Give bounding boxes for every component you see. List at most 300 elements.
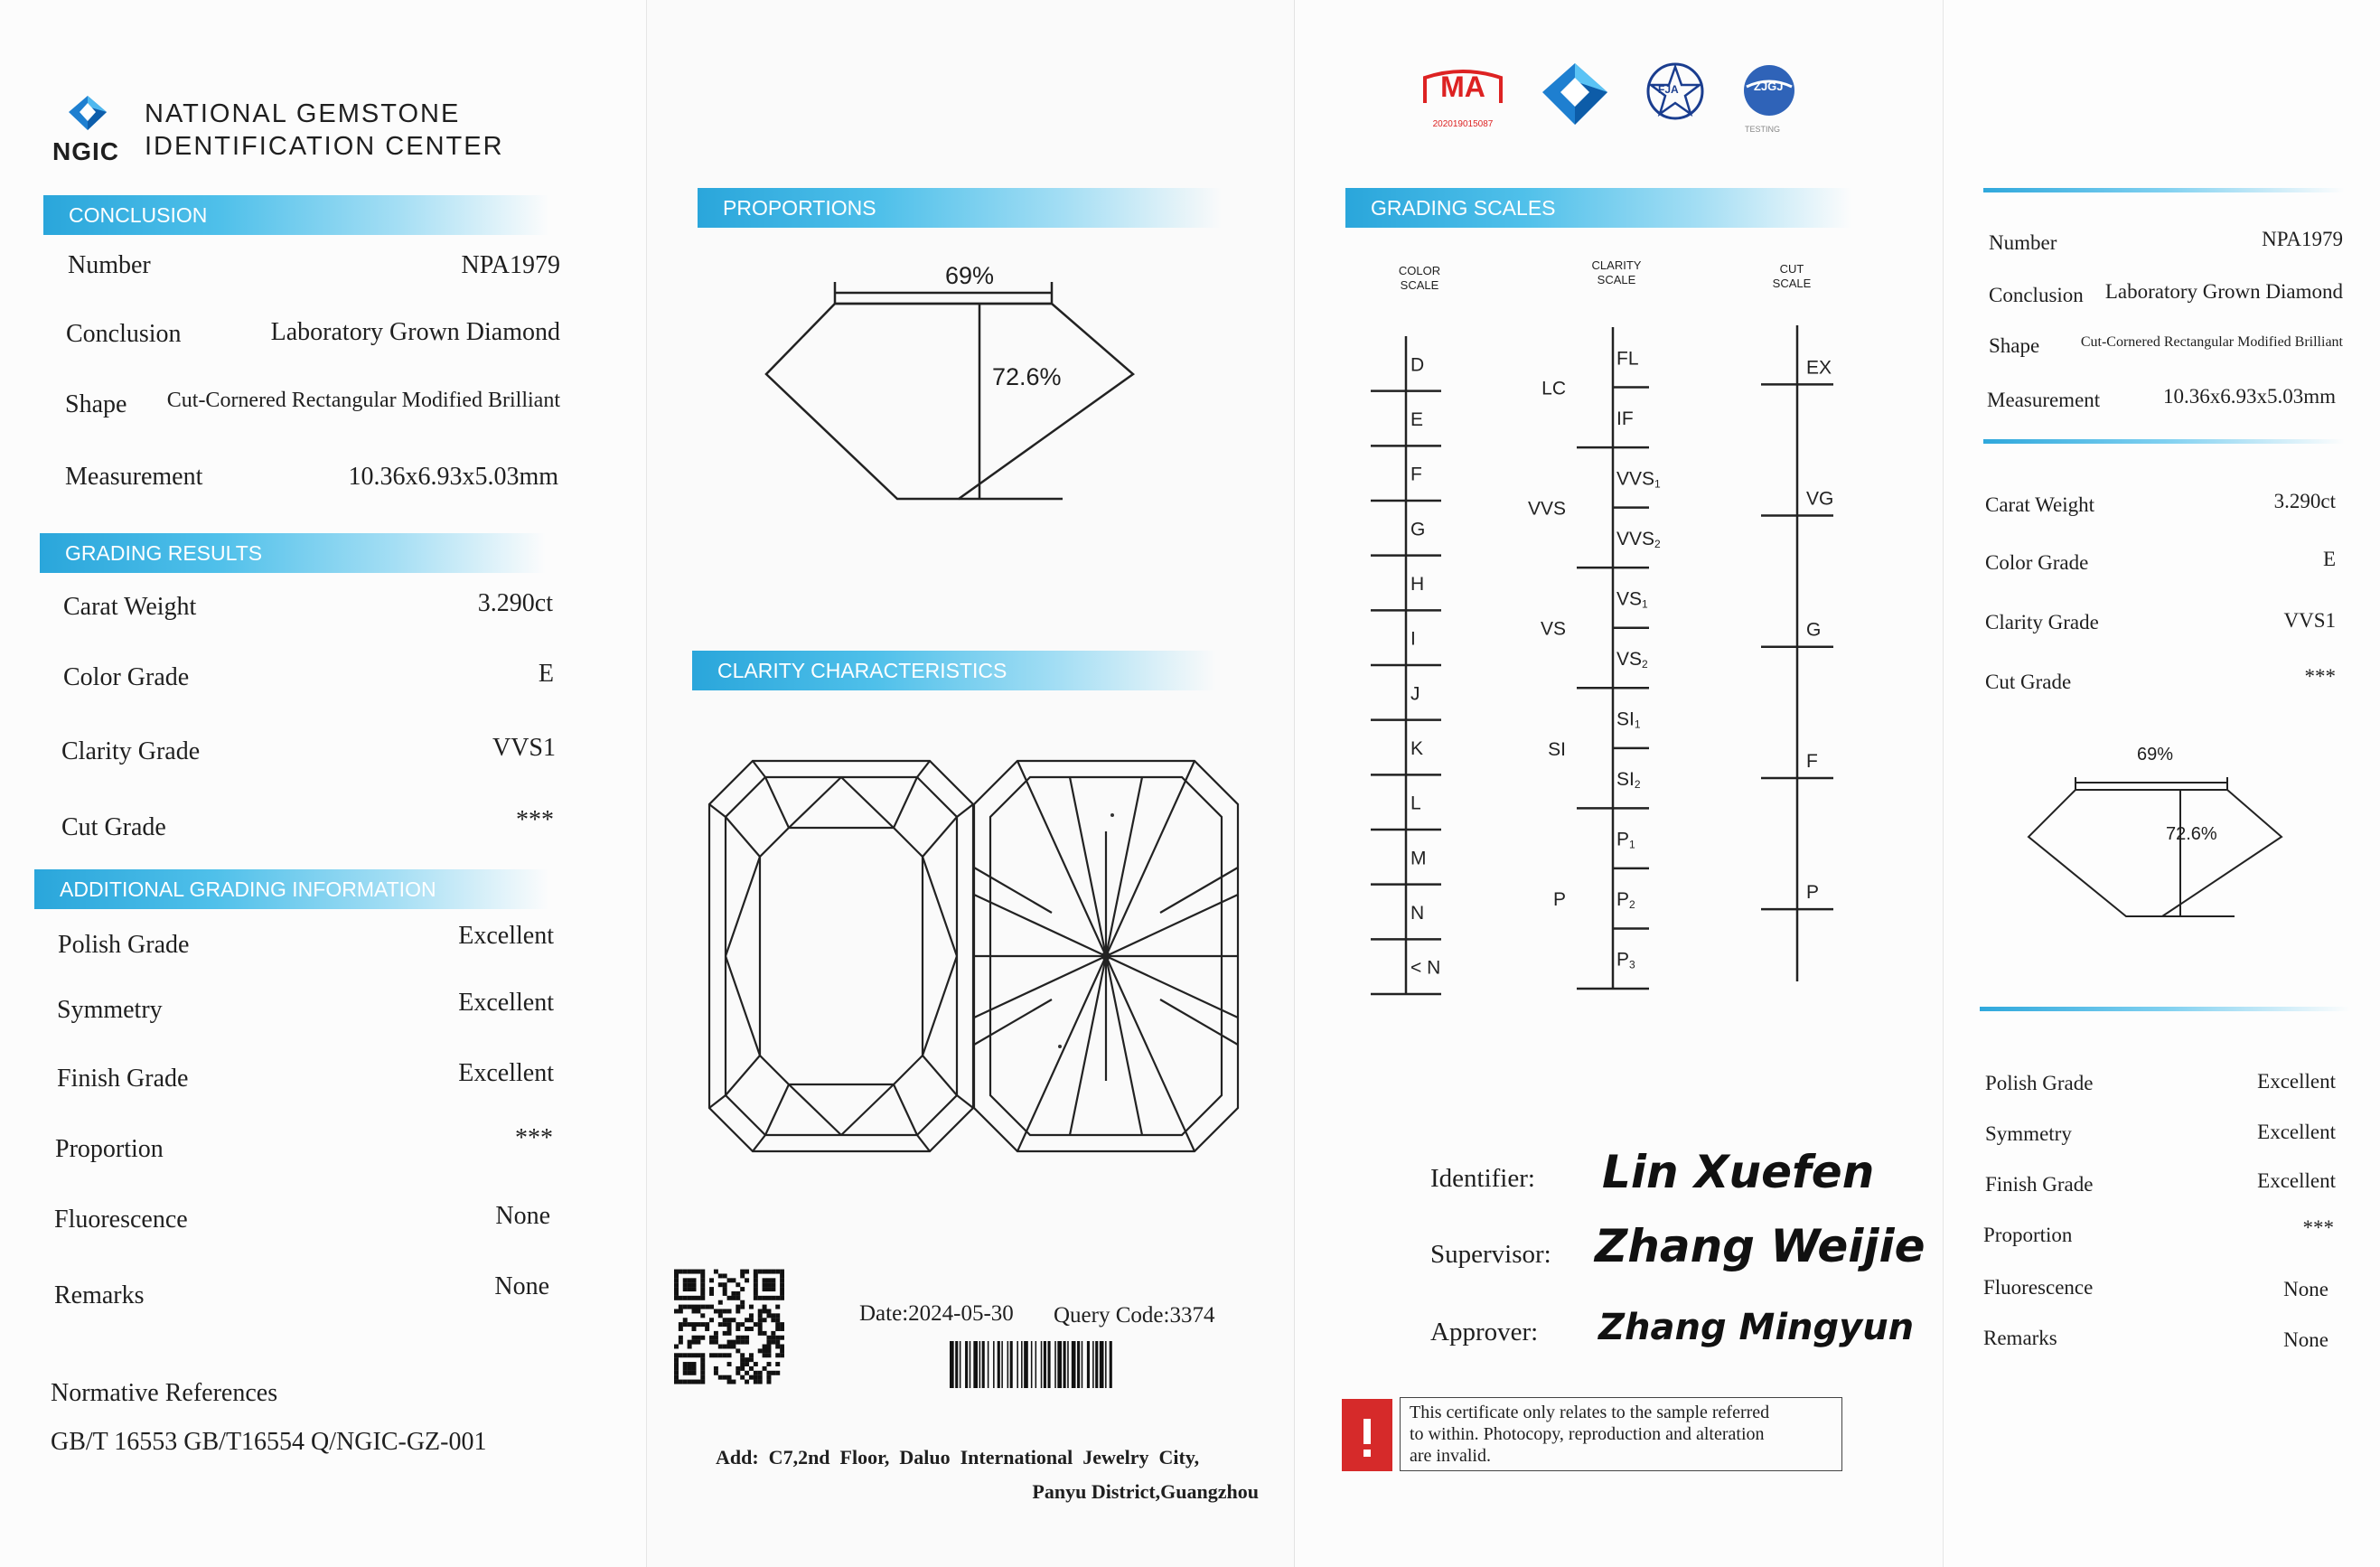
summary-divider-2 bbox=[1983, 439, 2345, 444]
qr-module bbox=[696, 1380, 700, 1384]
qr-module bbox=[718, 1353, 723, 1357]
summary-polish-grade-value: Excellent bbox=[2257, 1070, 2336, 1093]
qr-module bbox=[740, 1357, 745, 1362]
qr-module bbox=[700, 1353, 705, 1357]
cut-grade-label: VG bbox=[1806, 488, 1834, 510]
barcode-bar bbox=[1077, 1341, 1080, 1388]
qr-module bbox=[723, 1291, 727, 1296]
supervisor-label: Supervisor: bbox=[1430, 1240, 1551, 1269]
qr-module bbox=[723, 1331, 727, 1336]
qr-module bbox=[758, 1327, 763, 1331]
barcode-bar bbox=[998, 1341, 1000, 1388]
summary-symmetry-label: Symmetry bbox=[1985, 1122, 2072, 1145]
qr-module bbox=[718, 1313, 723, 1318]
summary-measurement-value: 10.36x6.93x5.03mm bbox=[2162, 385, 2336, 408]
qr-module bbox=[740, 1270, 745, 1274]
proportions-header: PROPORTIONS bbox=[698, 188, 1222, 228]
qr-module bbox=[763, 1353, 767, 1357]
qr-module bbox=[705, 1327, 709, 1331]
color-grade-label: J bbox=[1410, 683, 1420, 705]
color-grade-label: L bbox=[1410, 793, 1421, 814]
qr-module bbox=[683, 1366, 688, 1371]
summary-fluorescence-value: None bbox=[2283, 1278, 2328, 1300]
barcode-bar bbox=[1095, 1341, 1098, 1388]
qr-module bbox=[740, 1273, 745, 1278]
qr-module bbox=[688, 1296, 692, 1300]
summary-conclusion-value: Laboratory Grown Diamond bbox=[2104, 280, 2343, 303]
qr-module bbox=[766, 1362, 771, 1366]
qr-module bbox=[763, 1331, 767, 1336]
qr-module bbox=[692, 1309, 697, 1313]
qr-module bbox=[692, 1380, 697, 1384]
symmetry-value: Excellent bbox=[458, 989, 554, 1017]
qr-module bbox=[745, 1270, 749, 1274]
qr-module bbox=[771, 1278, 775, 1282]
qr-module bbox=[714, 1336, 718, 1340]
qr-module bbox=[736, 1340, 740, 1345]
fluorescence-value: None bbox=[495, 1202, 550, 1230]
qr-module bbox=[771, 1270, 775, 1274]
notice-line2: to within. Photocopy, reproduction and alteration bbox=[1410, 1424, 1765, 1444]
qr-module bbox=[718, 1282, 723, 1287]
barcode-bar bbox=[1035, 1341, 1037, 1388]
qr-module bbox=[736, 1322, 740, 1327]
qr-module bbox=[766, 1348, 771, 1353]
qr-module bbox=[775, 1345, 780, 1349]
qr-module bbox=[775, 1336, 780, 1340]
qr-module bbox=[758, 1348, 763, 1353]
qr-module bbox=[679, 1305, 683, 1309]
warning-badge bbox=[1342, 1399, 1392, 1471]
barcode-bar bbox=[1007, 1341, 1009, 1388]
qr-module bbox=[771, 1371, 775, 1375]
crown-view-diagram bbox=[706, 759, 977, 1153]
qr-module bbox=[709, 1291, 714, 1296]
carat-weight-value: 3.290ct bbox=[477, 589, 553, 617]
qr-module bbox=[754, 1296, 758, 1300]
qr-module bbox=[679, 1270, 683, 1274]
qr-module bbox=[727, 1278, 732, 1282]
qr-module bbox=[679, 1322, 683, 1327]
approver-label: Approver: bbox=[1430, 1318, 1539, 1346]
finish-grade-value: Excellent bbox=[458, 1059, 554, 1087]
proportions-diagram bbox=[764, 262, 1144, 524]
qr-module bbox=[688, 1278, 692, 1282]
qr-module bbox=[700, 1362, 705, 1366]
qr-module bbox=[723, 1273, 727, 1278]
qr-module bbox=[692, 1340, 697, 1345]
qr-module bbox=[763, 1309, 767, 1313]
cut-grade-value: *** bbox=[516, 806, 554, 834]
clarity-group-label: LC bbox=[1541, 378, 1566, 399]
qr-module bbox=[731, 1345, 736, 1349]
barcode-bar bbox=[1072, 1341, 1076, 1388]
qr-module bbox=[679, 1309, 683, 1313]
summary-conclusion-label: Conclusion bbox=[1989, 284, 2084, 306]
qr-module bbox=[754, 1375, 758, 1380]
qr-module bbox=[723, 1282, 727, 1287]
qr-module bbox=[754, 1380, 758, 1384]
qr-module bbox=[775, 1313, 780, 1318]
qr-module bbox=[688, 1340, 692, 1345]
identifier-signature: Lin Xuefen bbox=[1602, 1146, 1875, 1198]
qr-module bbox=[674, 1278, 679, 1282]
qr-module bbox=[780, 1336, 784, 1340]
qr-module bbox=[700, 1336, 705, 1340]
measurement-label: Measurement bbox=[65, 463, 203, 491]
qr-module bbox=[714, 1340, 718, 1345]
qr-module bbox=[745, 1357, 749, 1362]
qr-module bbox=[692, 1371, 697, 1375]
qr-module bbox=[763, 1318, 767, 1322]
qr-module bbox=[683, 1287, 688, 1291]
qr-module bbox=[758, 1318, 763, 1322]
qr-module bbox=[705, 1322, 709, 1327]
qr-module bbox=[780, 1287, 784, 1291]
summary-color-grade-label: Color Grade bbox=[1985, 551, 2089, 574]
qr-module bbox=[766, 1340, 771, 1345]
zjgj-text: ZJGJ bbox=[1754, 80, 1784, 93]
qr-module bbox=[780, 1291, 784, 1296]
color-grade-label: I bbox=[1410, 628, 1416, 650]
qr-module bbox=[692, 1282, 697, 1287]
barcode-bar bbox=[970, 1341, 971, 1388]
summary-proportion-value: *** bbox=[2302, 1216, 2334, 1239]
qr-module bbox=[754, 1273, 758, 1278]
normative-references-list: GB/T 16553 GB/T16554 Q/NGIC-GZ-001 bbox=[51, 1428, 487, 1456]
qr-module bbox=[736, 1336, 740, 1340]
qr-module bbox=[745, 1278, 749, 1282]
qr-module bbox=[763, 1270, 767, 1274]
barcode-bar bbox=[1010, 1341, 1013, 1388]
qr-module bbox=[696, 1309, 700, 1313]
qr-module bbox=[780, 1348, 784, 1353]
qr-module bbox=[723, 1353, 727, 1357]
qr-module bbox=[780, 1345, 784, 1349]
qr-module bbox=[683, 1305, 688, 1309]
qr-module bbox=[771, 1336, 775, 1340]
qr-module bbox=[780, 1270, 784, 1274]
qr-module bbox=[700, 1322, 705, 1327]
testing-text: TESTING bbox=[1745, 125, 1781, 134]
proportions-panel bbox=[646, 0, 1295, 1567]
qr-module bbox=[709, 1305, 714, 1309]
qr-module bbox=[692, 1327, 697, 1331]
qr-module bbox=[674, 1291, 679, 1296]
qr-module bbox=[727, 1345, 732, 1349]
number-label: Number bbox=[68, 251, 151, 279]
qr-module bbox=[740, 1300, 745, 1305]
qr-module bbox=[775, 1327, 780, 1331]
notice-line1: This certificate only relates to the sample referred bbox=[1410, 1403, 1770, 1422]
cut-grade-label: Cut Grade bbox=[61, 813, 166, 841]
qr-module bbox=[758, 1313, 763, 1318]
grading-scales-chart bbox=[1295, 0, 1944, 1012]
qr-module bbox=[736, 1309, 740, 1313]
clarity-scale-title: CLARITY SCALE bbox=[1591, 258, 1642, 286]
barcode-bar bbox=[955, 1341, 958, 1388]
qr-module bbox=[688, 1270, 692, 1274]
barcode-bar bbox=[950, 1341, 954, 1388]
qr-module bbox=[754, 1291, 758, 1296]
summary-carat-weight-label: Carat Weight bbox=[1985, 493, 2094, 516]
summary-cut-grade-value: *** bbox=[2304, 665, 2336, 688]
qr-module bbox=[674, 1273, 679, 1278]
barcode-bar bbox=[1054, 1341, 1056, 1388]
pavilion-view-diagram bbox=[970, 759, 1242, 1153]
qr-module bbox=[679, 1327, 683, 1331]
barcode-bar bbox=[1021, 1341, 1023, 1388]
polish-grade-value: Excellent bbox=[458, 922, 554, 950]
qr-module bbox=[775, 1353, 780, 1357]
qr-module bbox=[688, 1322, 692, 1327]
qr-module bbox=[745, 1336, 749, 1340]
summary-shape-value: Cut-Cornered Rectangular Modified Brilliant bbox=[2080, 334, 2343, 350]
report-date: Date:2024-05-30 bbox=[859, 1301, 1014, 1326]
color-grade-label: G bbox=[1410, 519, 1426, 540]
qr-module bbox=[723, 1345, 727, 1349]
color-grade-label: M bbox=[1410, 848, 1427, 869]
fluorescence-label: Fluorescence bbox=[54, 1206, 188, 1234]
logo-text: NGIC bbox=[52, 137, 119, 165]
qr-module bbox=[709, 1353, 714, 1357]
barcode-bar bbox=[1001, 1341, 1003, 1388]
color-grade-label: F bbox=[1410, 464, 1422, 485]
qr-module bbox=[763, 1345, 767, 1349]
qr-module bbox=[688, 1287, 692, 1291]
qr-module bbox=[766, 1270, 771, 1274]
barcode-bar bbox=[1041, 1341, 1043, 1388]
qr-module bbox=[723, 1318, 727, 1322]
qr-module bbox=[754, 1371, 758, 1375]
summary-carat-weight-value: 3.290ct bbox=[2273, 490, 2336, 512]
qr-module bbox=[674, 1375, 679, 1380]
qr-module bbox=[718, 1345, 723, 1349]
clarity-grade-label: Clarity Grade bbox=[61, 737, 201, 765]
address-line1: Add: C7,2nd Floor, Daluo International Jewelry City, bbox=[716, 1446, 1200, 1468]
qr-module bbox=[727, 1309, 732, 1313]
qr-module bbox=[718, 1375, 723, 1380]
conclusion-label: Conclusion bbox=[66, 320, 182, 348]
qr-module bbox=[727, 1327, 732, 1331]
qr-module bbox=[745, 1327, 749, 1331]
qr-module bbox=[740, 1305, 745, 1309]
measurement-value: 10.36x6.93x5.03mm bbox=[348, 463, 558, 491]
shape-value: Cut-Cornered Rectangular Modified Brilliant bbox=[166, 389, 560, 412]
qr-module bbox=[731, 1278, 736, 1282]
qr-module bbox=[696, 1296, 700, 1300]
qr-module bbox=[700, 1313, 705, 1318]
barcode-bar bbox=[1044, 1341, 1046, 1388]
qr-module bbox=[709, 1336, 714, 1340]
qr-module bbox=[736, 1366, 740, 1371]
qr-module bbox=[736, 1291, 740, 1296]
qr-module bbox=[683, 1380, 688, 1384]
qr-module bbox=[736, 1296, 740, 1300]
qr-module bbox=[749, 1318, 754, 1322]
qr-module bbox=[754, 1322, 758, 1327]
qr-module bbox=[688, 1366, 692, 1371]
qr-module bbox=[771, 1340, 775, 1345]
qr-module bbox=[766, 1375, 771, 1380]
qr-module bbox=[758, 1270, 763, 1274]
qr-module bbox=[714, 1270, 718, 1274]
qr-module bbox=[763, 1296, 767, 1300]
qr-module bbox=[766, 1345, 771, 1349]
normative-references-title: Normative References bbox=[51, 1379, 278, 1407]
qr-module bbox=[749, 1305, 754, 1309]
qr-module bbox=[771, 1331, 775, 1336]
grading-scales-header: GRADING SCALES bbox=[1345, 188, 1851, 228]
qr-module bbox=[718, 1273, 723, 1278]
qr-module bbox=[763, 1348, 767, 1353]
qr-module bbox=[736, 1348, 740, 1353]
qr-module bbox=[683, 1318, 688, 1322]
barcode-bar bbox=[960, 1341, 961, 1388]
qr-module bbox=[714, 1309, 718, 1313]
qr-module bbox=[727, 1322, 732, 1327]
cut-scale-title: CUT SCALE bbox=[1772, 262, 1812, 290]
summary-color-grade-value: E bbox=[2322, 548, 2336, 570]
summary-divider-1 bbox=[1983, 188, 2345, 192]
clarity-grade-label: VS1 bbox=[1616, 588, 1648, 611]
qr-module bbox=[709, 1287, 714, 1291]
proportion-value: *** bbox=[515, 1124, 553, 1152]
qr-module bbox=[754, 1287, 758, 1291]
summary-divider-3 bbox=[1980, 1007, 2350, 1011]
qr-module bbox=[766, 1380, 771, 1384]
qr-module bbox=[683, 1270, 688, 1274]
summary-symmetry-value: Excellent bbox=[2257, 1121, 2336, 1143]
qr-module bbox=[674, 1309, 679, 1313]
qr-module bbox=[696, 1353, 700, 1357]
remarks-value: None bbox=[494, 1272, 549, 1300]
qr-module bbox=[692, 1353, 697, 1357]
barcode-bar bbox=[1048, 1341, 1051, 1388]
ngic-logo-icon bbox=[56, 94, 119, 136]
notice-box bbox=[1400, 1397, 1842, 1471]
qr-module bbox=[674, 1366, 679, 1371]
barcode-bar bbox=[1082, 1341, 1083, 1388]
polish-grade-label: Polish Grade bbox=[58, 931, 190, 959]
qr-module bbox=[679, 1296, 683, 1300]
qr-module bbox=[771, 1296, 775, 1300]
qr-module bbox=[727, 1318, 732, 1322]
color-grade-label: E bbox=[1410, 409, 1424, 430]
clarity-grade-label: VS2 bbox=[1616, 649, 1648, 671]
qr-code-icon bbox=[674, 1269, 784, 1384]
qr-module bbox=[727, 1296, 732, 1300]
org-name-line2: IDENTIFICATION CENTER bbox=[145, 132, 504, 161]
qr-module bbox=[731, 1380, 736, 1384]
qr-module bbox=[727, 1353, 732, 1357]
barcode-bar bbox=[1057, 1341, 1062, 1388]
qr-module bbox=[700, 1305, 705, 1309]
qr-module bbox=[775, 1305, 780, 1309]
qr-module bbox=[700, 1366, 705, 1371]
supervisor-signature: Zhang Weijie bbox=[1595, 1220, 1926, 1272]
qr-module bbox=[688, 1371, 692, 1375]
qr-module bbox=[740, 1340, 745, 1345]
cma-number: 202019015087 bbox=[1432, 119, 1494, 129]
qr-module bbox=[745, 1362, 749, 1366]
summary-number-label: Number bbox=[1989, 231, 2057, 254]
summary-remarks-label: Remarks bbox=[1983, 1327, 2057, 1349]
qr-module bbox=[736, 1282, 740, 1287]
summary-finish-grade-value: Excellent bbox=[2257, 1169, 2336, 1192]
qr-module bbox=[727, 1362, 732, 1366]
qr-module bbox=[714, 1353, 718, 1357]
qr-module bbox=[709, 1318, 714, 1322]
qr-module bbox=[740, 1322, 745, 1327]
summary-clarity-grade-label: Clarity Grade bbox=[1985, 611, 2099, 633]
barcode-bar bbox=[1031, 1341, 1033, 1388]
color-grade-label: D bbox=[1410, 354, 1425, 376]
qr-module bbox=[758, 1371, 763, 1375]
fja-text: FJA bbox=[1658, 83, 1679, 96]
qr-module bbox=[766, 1278, 771, 1282]
barcode-bar bbox=[1017, 1341, 1018, 1388]
clarity-grade-label: P3 bbox=[1616, 949, 1635, 971]
summary-clarity-grade-value: VVS1 bbox=[2283, 609, 2336, 632]
qr-module bbox=[723, 1322, 727, 1327]
qr-module bbox=[714, 1366, 718, 1371]
qr-module bbox=[700, 1375, 705, 1380]
qr-module bbox=[679, 1380, 683, 1384]
qr-module bbox=[727, 1331, 732, 1336]
qr-module bbox=[714, 1371, 718, 1375]
qr-module bbox=[692, 1322, 697, 1327]
qr-module bbox=[674, 1380, 679, 1384]
qr-module bbox=[696, 1322, 700, 1327]
additional-info-header: ADDITIONAL GRADING INFORMATION bbox=[34, 869, 549, 909]
summary-table-percentage: 69% bbox=[2137, 745, 2174, 765]
qr-module bbox=[775, 1362, 780, 1366]
summary-proportions-diagram bbox=[2027, 743, 2287, 924]
qr-module bbox=[731, 1296, 736, 1300]
qr-module bbox=[674, 1345, 679, 1349]
symmetry-label: Symmetry bbox=[57, 996, 163, 1024]
clarity-grade-value: VVS1 bbox=[492, 734, 556, 762]
qr-module bbox=[749, 1353, 754, 1357]
summary-remarks-value: None bbox=[2283, 1328, 2328, 1351]
qr-module bbox=[705, 1305, 709, 1309]
qr-module bbox=[688, 1305, 692, 1309]
query-code: Query Code:3374 bbox=[1054, 1303, 1215, 1328]
qr-module bbox=[771, 1313, 775, 1318]
qr-module bbox=[749, 1375, 754, 1380]
qr-module bbox=[692, 1362, 697, 1366]
cut-grade-label: G bbox=[1806, 619, 1822, 641]
clarity-grade-label: IF bbox=[1616, 408, 1634, 429]
qr-module bbox=[766, 1371, 771, 1375]
grading-results-header: GRADING RESULTS bbox=[40, 533, 546, 573]
barcode-bar bbox=[1067, 1341, 1069, 1388]
summary-panel bbox=[1943, 0, 2380, 1567]
qr-module bbox=[775, 1296, 780, 1300]
qr-module bbox=[696, 1305, 700, 1309]
qr-module bbox=[775, 1371, 780, 1375]
address-line2: Panyu District,Guangzhou bbox=[1032, 1480, 1259, 1503]
qr-module bbox=[771, 1287, 775, 1291]
qr-module bbox=[696, 1340, 700, 1345]
qr-module bbox=[749, 1313, 754, 1318]
qr-module bbox=[700, 1296, 705, 1300]
qr-module bbox=[749, 1327, 754, 1331]
qr-module bbox=[679, 1336, 683, 1340]
qr-module bbox=[758, 1375, 763, 1380]
conclusion-header: CONCLUSION bbox=[43, 195, 549, 235]
